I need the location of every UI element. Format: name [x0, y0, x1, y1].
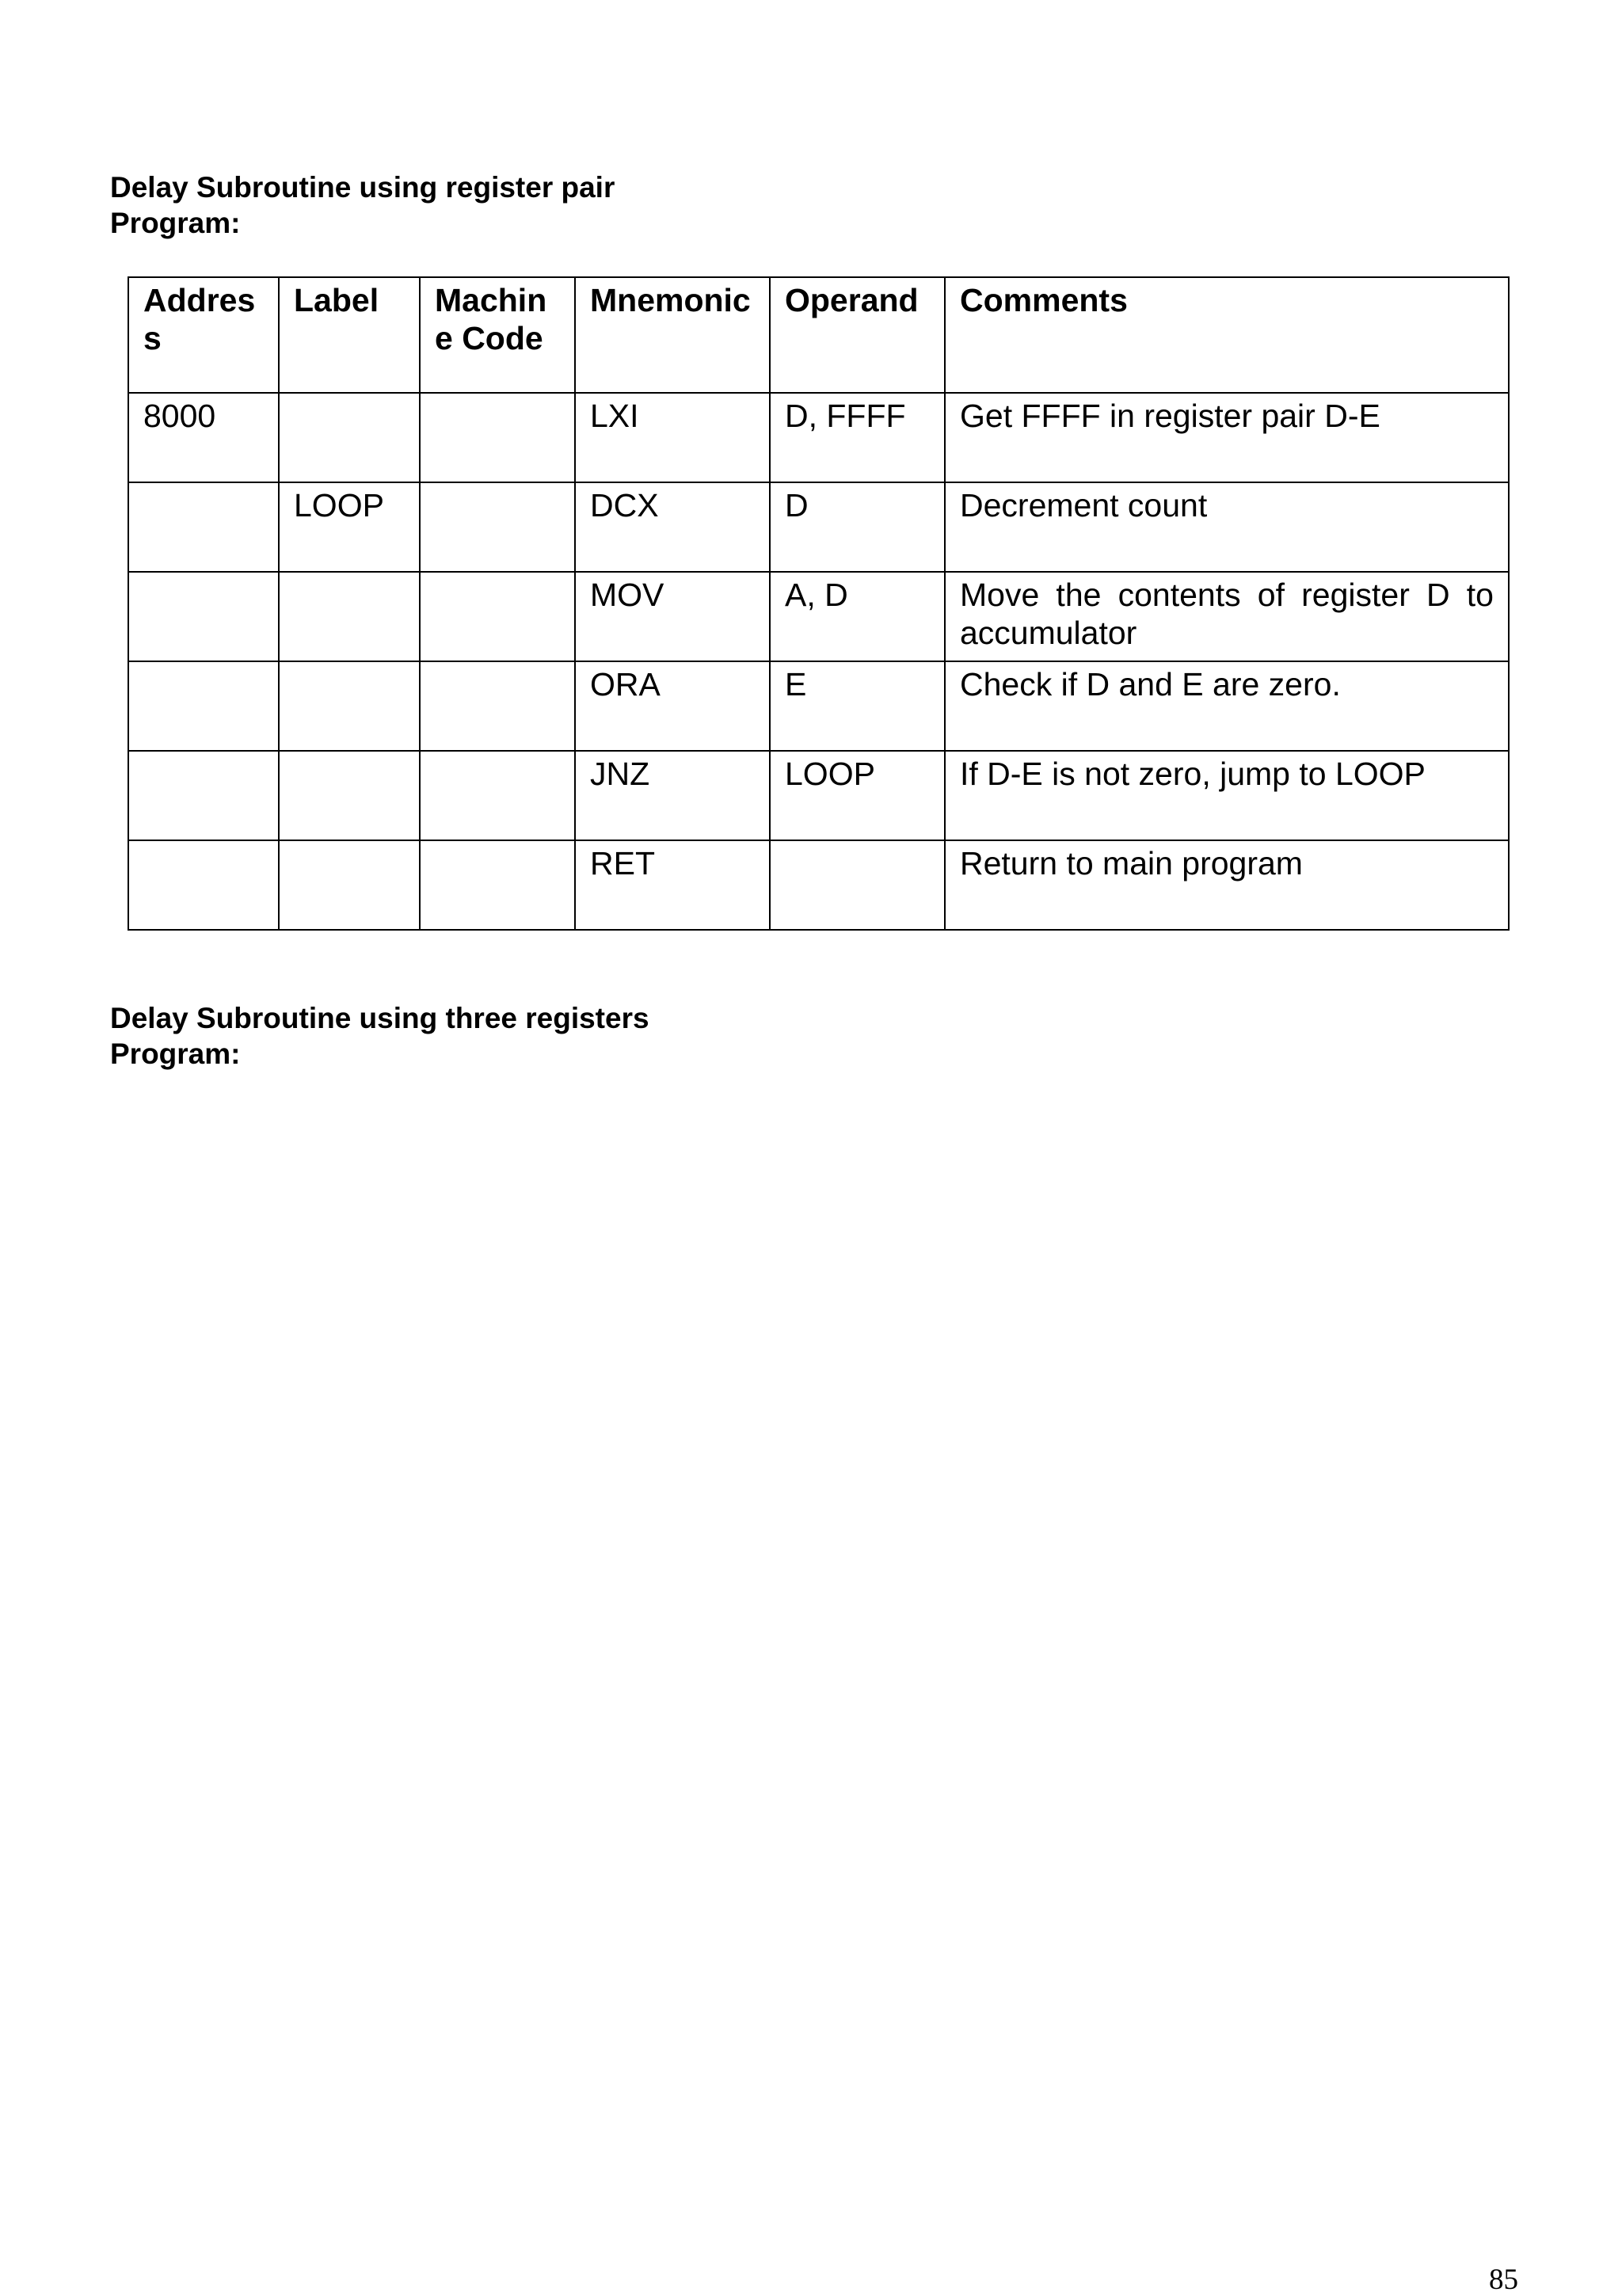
cell-comment: Return to main program — [945, 840, 1509, 930]
header-label: Label — [279, 277, 420, 393]
header-operand: Operand — [770, 277, 945, 393]
section-title: Delay Subroutine using register pair — [110, 171, 615, 204]
cell-comment: If D-E is not zero, jump to LOOP — [945, 751, 1509, 840]
cell-comment: Get FFFF in register pair D-E — [945, 393, 1509, 482]
table-header-row — [128, 277, 1509, 393]
cell-mnemonic: LXI — [575, 393, 770, 482]
cell-operand: D — [770, 482, 945, 572]
cell-mnemonic: MOV — [575, 572, 770, 661]
cell-label — [279, 840, 420, 930]
cell-address — [128, 840, 279, 930]
cell-comment: Check if D and E are zero. — [945, 661, 1509, 751]
cell-address — [128, 482, 279, 572]
cell-machine-code — [420, 572, 575, 661]
cell-operand — [770, 840, 945, 930]
cell-label: LOOP — [279, 482, 420, 572]
cell-comment: Move the contents of register D to accumulator — [945, 572, 1509, 661]
cell-label — [279, 572, 420, 661]
cell-operand: D, FFFF — [770, 393, 945, 482]
header-mnemonic: Mnemonic — [575, 277, 770, 393]
section-subtitle: Program: — [110, 1038, 241, 1070]
section-subtitle: Program: — [110, 207, 241, 239]
cell-address — [128, 751, 279, 840]
table-row — [128, 482, 1509, 572]
header-comments: Comments — [945, 277, 1509, 393]
cell-label — [279, 661, 420, 751]
header-machine-code: Machine Code — [420, 277, 575, 393]
cell-mnemonic: RET — [575, 840, 770, 930]
section-title: Delay Subroutine using three registers — [110, 1002, 649, 1034]
cell-operand: E — [770, 661, 945, 751]
cell-machine-code — [420, 751, 575, 840]
table-row — [128, 661, 1509, 751]
section-heading-register-pair — [110, 169, 615, 241]
cell-machine-code — [420, 482, 575, 572]
section-heading-three-registers — [110, 1000, 649, 1072]
header-address: Address — [128, 277, 279, 393]
cell-machine-code — [420, 393, 575, 482]
cell-address — [128, 572, 279, 661]
cell-comment: Decrement count — [945, 482, 1509, 572]
cell-mnemonic: DCX — [575, 482, 770, 572]
cell-address — [128, 661, 279, 751]
cell-machine-code — [420, 661, 575, 751]
page-number: 85 — [1489, 2264, 1518, 2296]
cell-label — [279, 751, 420, 840]
cell-machine-code — [420, 840, 575, 930]
program-table — [128, 276, 1510, 931]
cell-operand: A, D — [770, 572, 945, 661]
cell-operand: LOOP — [770, 751, 945, 840]
cell-label — [279, 393, 420, 482]
table-row — [128, 840, 1509, 930]
table-row — [128, 751, 1509, 840]
table-row — [128, 393, 1509, 482]
cell-mnemonic: ORA — [575, 661, 770, 751]
cell-mnemonic: JNZ — [575, 751, 770, 840]
table-row — [128, 572, 1509, 661]
cell-address: 8000 — [128, 393, 279, 482]
